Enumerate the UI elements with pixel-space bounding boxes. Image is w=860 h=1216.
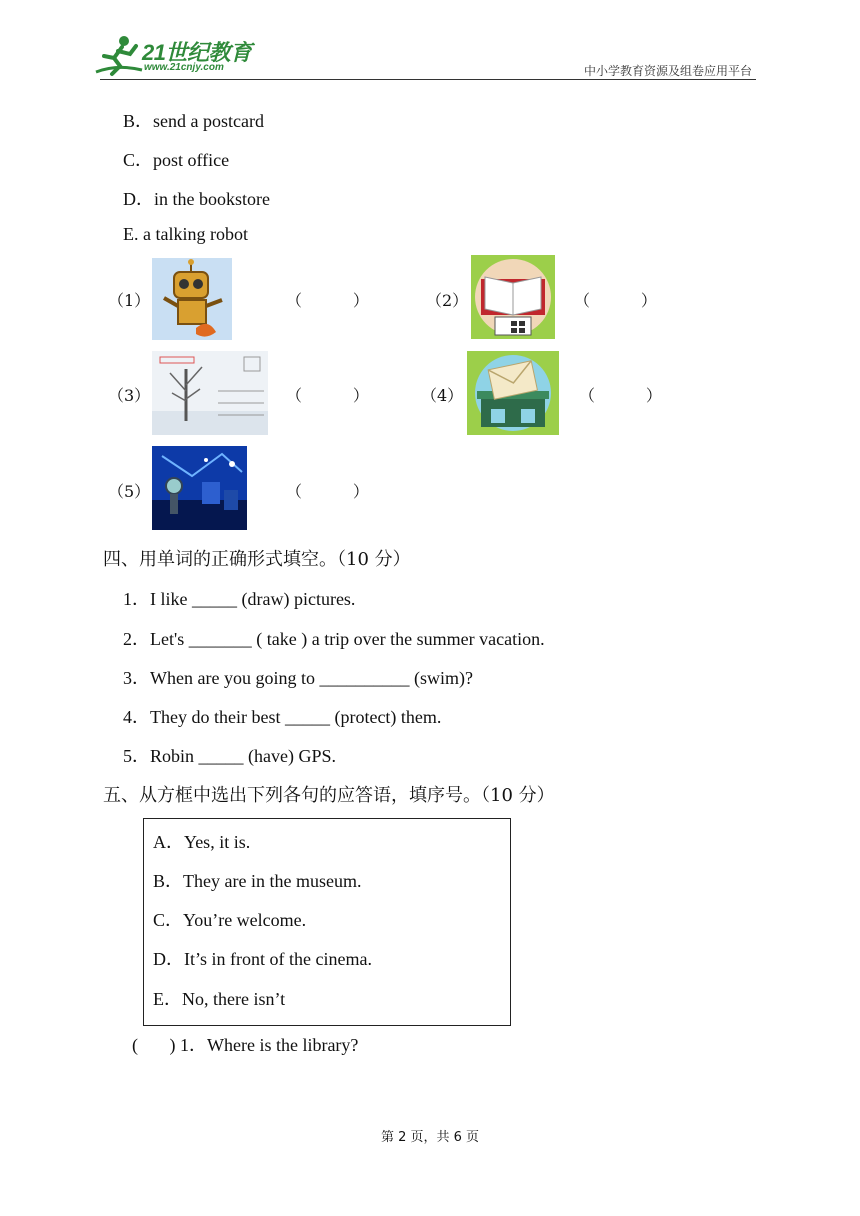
fill-blank-question: 5．Robin _____ (have) GPS. (123, 746, 336, 766)
postcard-image (152, 351, 268, 435)
box-option: B．They are in the museum. (153, 871, 362, 891)
site-logo (92, 34, 262, 78)
item-number: （4） (421, 386, 464, 405)
answer-blank[interactable]: （ ） (286, 291, 369, 310)
match-question: ( ) 1．Where is the library? (132, 1035, 359, 1055)
item-number: （5） (108, 482, 151, 501)
fill-blank-question: 1．I like _____ (draw) pictures. (123, 589, 356, 609)
item-number: （3） (108, 386, 151, 405)
box-option: D．It’s in front of the cinema. (153, 949, 372, 969)
section-4-title: 四、用单词的正确形式填空。（10 分） (103, 549, 411, 570)
answer-blank[interactable]: （ ） (579, 386, 662, 405)
brand-url: www.21cnjy.com (144, 62, 224, 73)
item-number: （1） (108, 291, 151, 310)
item-number: （2） (426, 291, 469, 310)
brand-name: 21世纪教育 (142, 40, 252, 65)
answer-blank[interactable]: （ ） (286, 482, 369, 501)
robot-image (152, 258, 232, 340)
option-b: B．send a postcard (123, 111, 264, 131)
fill-blank-question: 2．Let's _______ ( take ) a trip over the summer vacation. (123, 629, 545, 649)
science-museum-image (152, 446, 247, 530)
header-divider (100, 79, 756, 80)
box-option: A．Yes, it is. (153, 832, 251, 852)
post-office-image (467, 351, 559, 435)
section-5-title: 五、从方框中选出下列各句的应答语，填序号。（10 分） (103, 785, 555, 806)
page-number: 第 2 页，共 6 页 (380, 1130, 480, 1145)
runner-logo-icon (92, 34, 144, 78)
option-d: D．in the bookstore (123, 189, 270, 209)
fill-blank-question: 4．They do their best _____ (protect) them. (123, 707, 442, 727)
answer-blank[interactable]: （ ） (574, 291, 657, 310)
fill-blank-question: 3．When are you going to __________ (swim)? (123, 668, 473, 688)
box-option: E．No, there isn’t (153, 989, 286, 1009)
option-c: C．post office (123, 150, 230, 170)
answer-blank[interactable]: （ ） (286, 386, 369, 405)
platform-title: 中小学教育资源及组卷应用平台 (583, 64, 752, 78)
book-store-image (471, 255, 555, 339)
option-e: E. a talking robot (123, 224, 248, 244)
box-option: C．You’re welcome. (153, 910, 307, 930)
